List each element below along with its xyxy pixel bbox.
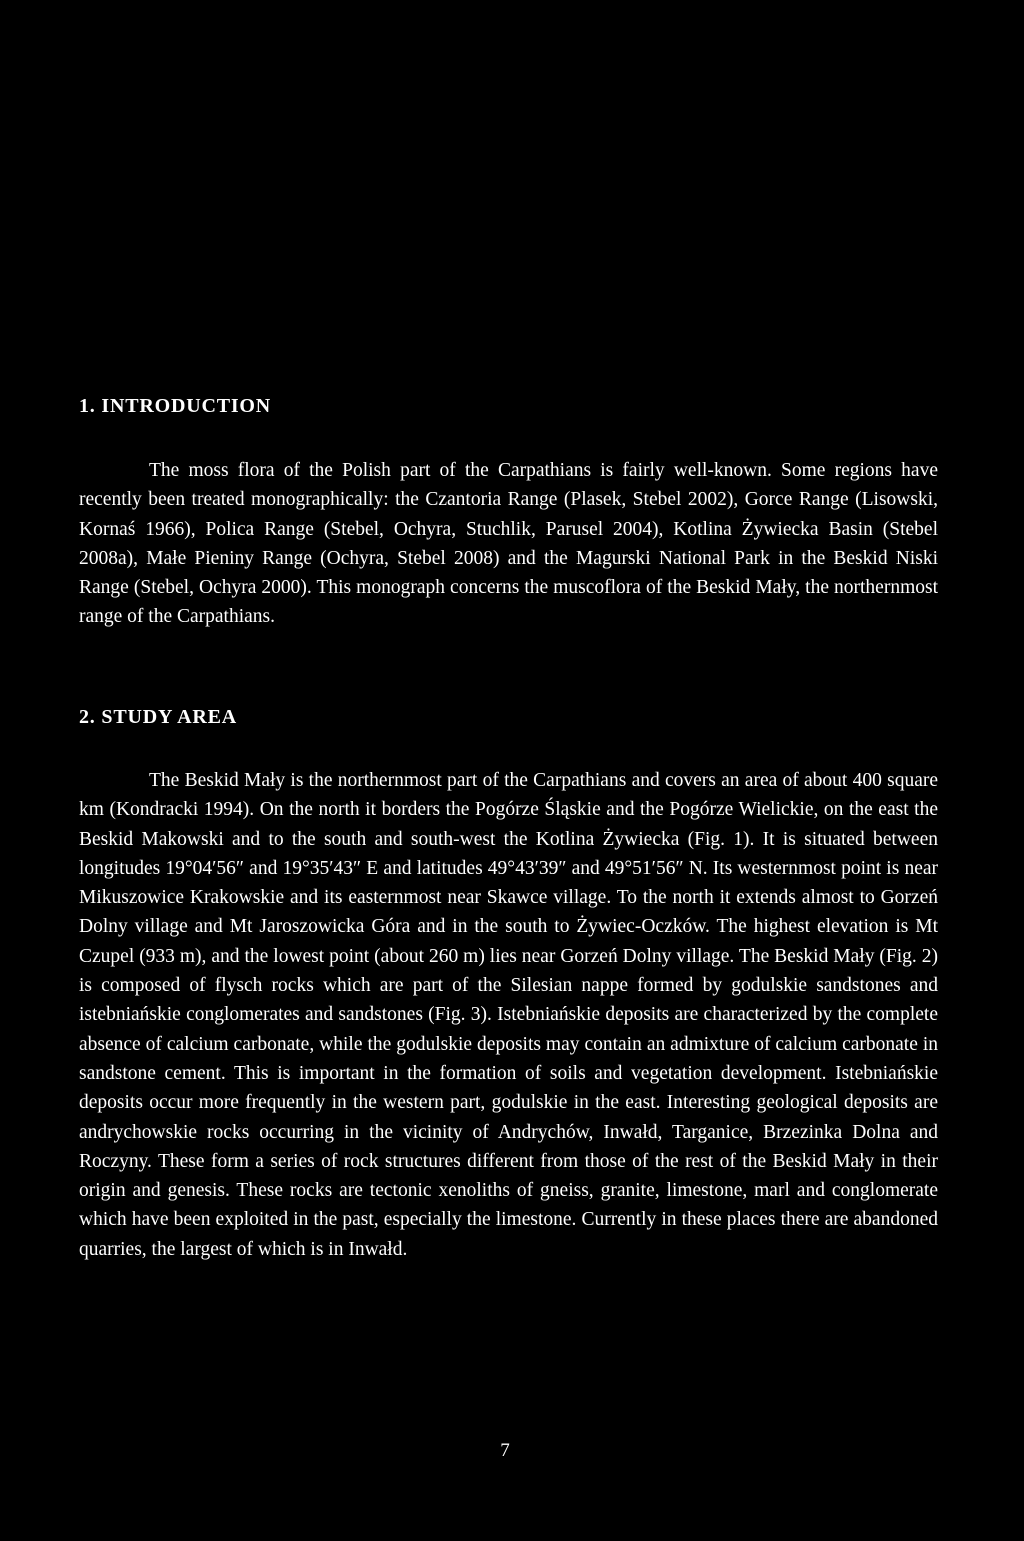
- study-area-paragraph: The Beskid Mały is the northernmost part of the Carpathians and covers an area of about 400 square km (Kondracki 1994). On the north it borders the Pogórze Śląskie and the Pogórze Wielickie, on the east the Beskid Makowski and to the south and south-west the Kotlina Żywiecka (Fig. 1). It is situated between longitudes 19°04′56″ and 19°35′43″ E and latitudes 49°43′39″ and 49°51′56″ N. Its westernmost point is near Mikuszowice Krakowskie and its easternmost near Skawce village. To the north it extends almost to Gorzeń Dolny village and Mt Jaroszowicka Góra and in the south to Żywiec-Oczków. The highest elevation is Mt Czupel (933 m), and the lowest point (about 260 m) lies near Gorzeń Dolny village. The Beskid Mały (Fig. 2) is composed of flysch rocks which are part of the Silesian nappe formed by godulskie sandstones and istebniańskie conglomerates and sandstones (Fig. 3). Istebniańskie deposits are characterized by the complete absence of calcium carbonate, while the godulskie deposits may contain an admixture of calcium carbonate in sandstone cement. This is important in the formation of soils and vegetation development. Istebniańskie deposits occur more frequently in the western part, godulskie in the east. Interesting geological deposits are andrychowskie rocks occurring in the vicinity of Andrychów, Inwałd, Targanice, Brzezinka Dolna and Roczyny. These form a series of rock structures different from those of the rest of the Beskid Mały in their origin and genesis. These rocks are tectonic xenoliths of gneiss, granite, limestone, marl and conglomerate which have been exploited in the past, especially the limestone. Currently in these places there are abandoned quarries, the largest of which is in Inwałd.: [79, 770, 938, 1260]
- page-number: [79, 1440, 939, 1462]
- introduction-paragraph: The moss flora of the Polish part of the Carpathians is fairly well-known. Some regions have recently been treated monographically: the Czantoria Range (Plasek, Stebel 2002), Gorce Range (Lisowski, Kornaś 1966), Polica Range (Stebel, Ochyra, Stuchlik, Parusel 2004), Kotlina Żywiecka Basin (Stebel 2008a), Małe Pieniny Range (Ochyra, Stebel 2008) and the Magurski National Park in the Beskid Niski Range (Stebel, Ochyra 2000). This monograph concerns the muscoflora of the Beskid Mały, the northernmost range of the Carpathians.: [79, 460, 938, 628]
- section-heading-study-area: 2. STUDY AREA: [79, 706, 238, 728]
- page-number-text: 7: [500, 1440, 510, 1461]
- section-heading-introduction: 1. INTRODUCTION: [79, 395, 272, 417]
- document-page: [79, 0, 939, 1541]
